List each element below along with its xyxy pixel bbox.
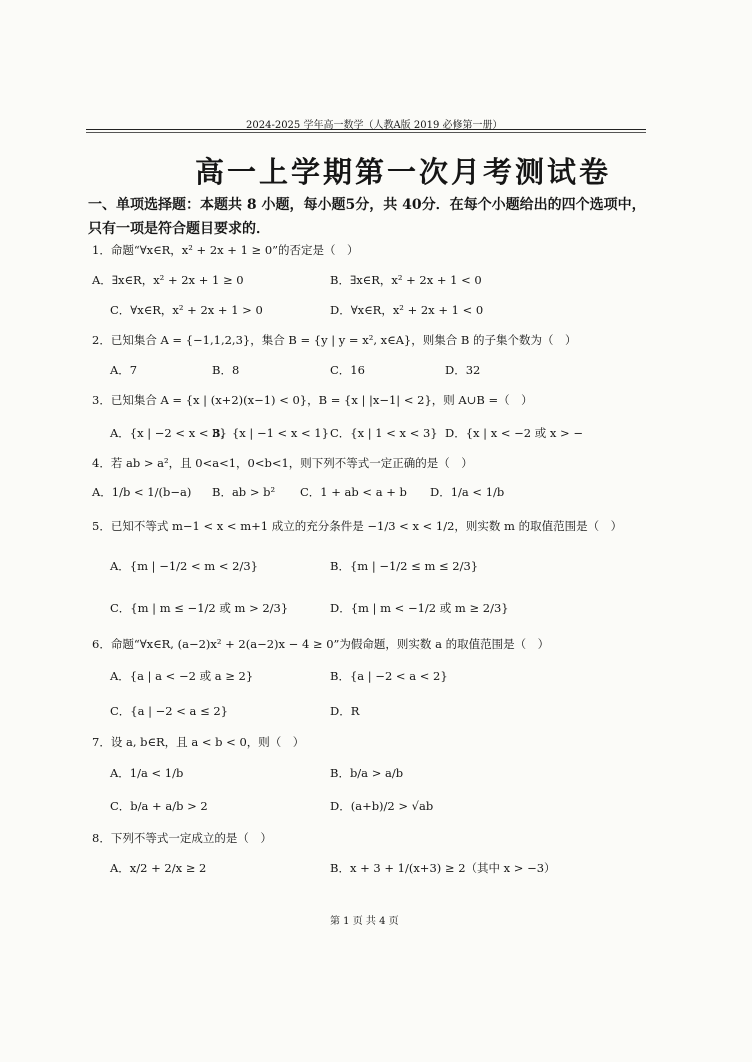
question-4-option-b: B．ab > b² [212,485,276,499]
question-1-option-d: D．∀x∈R，x² + 2x + 1 < 0 [330,303,484,317]
question-3-option-b: B．{x | −1 < x < 1} [212,426,329,440]
question-4-option-d: D．1/a < 1/b [430,485,505,499]
header-rule [86,129,646,130]
question-6-option-a: A．{a | a < −2 或 a ≥ 2} [110,669,254,683]
question-1-option-c: C．∀x∈R，x² + 2x + 1 > 0 [110,303,263,317]
question-2-option-d: D．32 [445,363,481,377]
header-rule-thin [86,132,646,133]
question-8-option-b: B．x + 3 + 1/(x+3) ≥ 2（其中 x > −3） [330,861,556,875]
header-text: 2024-2025 学年高一数学（人教A版 2019 必修第一册） [246,120,503,131]
question-7-option-b: B．b/a > a/b [330,766,404,780]
question-5-stem: 5．已知不等式 m−1 < x < m+1 成立的充分条件是 −1/3 < x < 1/2，则实数 m 的取值范围是（ ） [92,519,623,533]
question-3-option-a: A．{x | −2 < x < 3} [110,426,227,440]
page-title: 高一上学期第一次月考测试卷 [195,155,612,189]
question-7-stem: 7．设 a, b∈R，且 a < b < 0，则（ ） [92,735,305,749]
question-5-option-a: A．{m | −1/2 < m < 2/3} [110,559,258,573]
question-5-option-b: B．{m | −1/2 ≤ m ≤ 2/3} [330,559,479,573]
question-6-option-c: C．{a | −2 < a ≤ 2} [110,704,228,718]
question-3-option-d: D．{x | x < −2 或 x > − [445,426,583,440]
question-7-option-c: C．b/a + a/b > 2 [110,799,208,813]
question-2-option-b: B．8 [212,363,240,377]
question-6-option-d: D．R [330,704,360,718]
question-3-stem: 3．已知集合 A = {x | (x+2)(x−1) < 0}，B = {x | |x−1| < 2}，则 A∪B =（ ） [92,393,533,407]
question-2-option-c: C．16 [330,363,365,377]
question-8-stem: 8．下列不等式一定成立的是（ ） [92,831,272,845]
question-4-stem: 4．若 ab > a²，且 0<a<1，0<b<1，则下列不等式一定正确的是（ ） [92,456,473,470]
question-2-stem: 2．已知集合 A = {−1,1,2,3}，集合 B = {y | y = x², x∈A}，则集合 B 的子集个数为（ ） [92,333,577,347]
question-4-option-a: A．1/b < 1/(b−a) [92,485,192,499]
question-2-option-a: A．7 [110,363,138,377]
question-1-stem: 1．命题“∀x∈R，x² + 2x + 1 ≥ 0”的否定是（ ） [92,243,359,257]
question-6-stem: 6．命题“∀x∈R, (a−2)x² + 2(a−2)x − 4 ≥ 0”为假命题，则实数 a 的取值范围是（ ） [92,637,550,651]
question-6-option-b: B．{a | −2 < a < 2} [330,669,448,683]
question-8-option-a: A．x/2 + 2/x ≥ 2 [110,861,207,875]
question-5-option-d: D．{m | m < −1/2 或 m ≥ 2/3} [330,601,509,615]
page-footer: 第 1 页 共 4 页 [330,916,399,927]
question-1-option-b: B．∃x∈R，x² + 2x + 1 < 0 [330,273,482,287]
question-4-option-c: C．1 + ab < a + b [300,485,407,499]
question-7-option-a: A．1/a < 1/b [110,766,184,780]
question-3-option-c: C．{x | 1 < x < 3} [330,426,438,440]
question-7-option-d: D．(a+b)/2 > √ab [330,799,434,813]
question-1-option-a: A．∃x∈R，x² + 2x + 1 ≥ 0 [92,273,244,287]
section-heading-line1: 一、单项选择题：本题共 8 小题，每小题5分，共 40分．在每个小题给出的四个选项中， [88,197,646,213]
question-5-option-c: C．{m | m ≤ −1/2 或 m > 2/3} [110,601,289,615]
section-heading-line2: 只有一项是符合题目要求的． [88,221,270,237]
